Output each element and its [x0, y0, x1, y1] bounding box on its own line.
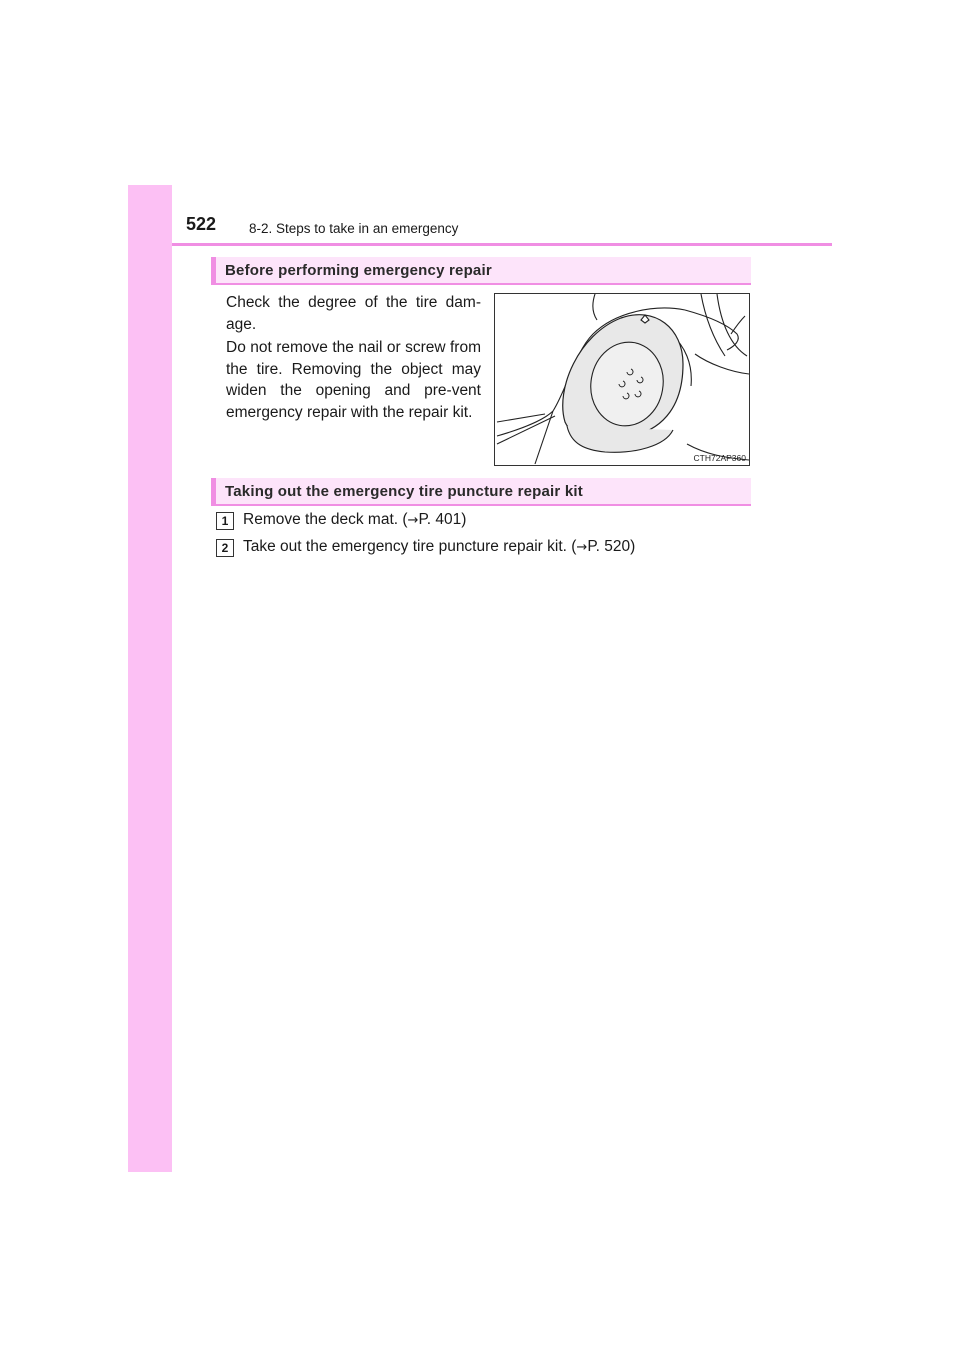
step-number-badge: 2	[216, 539, 234, 557]
header-rule	[172, 243, 832, 246]
step-number-badge: 1	[216, 512, 234, 530]
chapter-title: 8-2. Steps to take in an emergency	[249, 221, 459, 236]
paragraph-check-damage: Check the degree of the tire dam-age.	[226, 294, 481, 333]
section-heading-taking-out-kit	[211, 478, 751, 506]
figure-code: CTH72AP360	[693, 453, 746, 463]
arrow-right-icon: →	[407, 513, 419, 528]
section-heading-before-repair	[211, 257, 751, 285]
page-number: 522	[186, 214, 217, 234]
tire-figure	[494, 293, 750, 466]
spare-tire-in-trunk-illustration	[495, 294, 749, 465]
step-text: Take out the emergency tire puncture repair kit. (→P. 520)	[243, 538, 636, 555]
step-text: Remove the deck mat. (→P. 401)	[243, 511, 467, 528]
section-heading-text: Taking out the emergency tire puncture repair kit	[225, 483, 583, 500]
section-heading-text: Before performing emergency repair	[225, 262, 492, 279]
paragraph-do-not-remove: Do not remove the nail or screw from the tire. Removing the object may widen the opening and pre-vent emergency repair with the repair kit.	[226, 339, 481, 421]
side-tab	[128, 185, 172, 1172]
arrow-right-icon: →	[576, 540, 588, 555]
